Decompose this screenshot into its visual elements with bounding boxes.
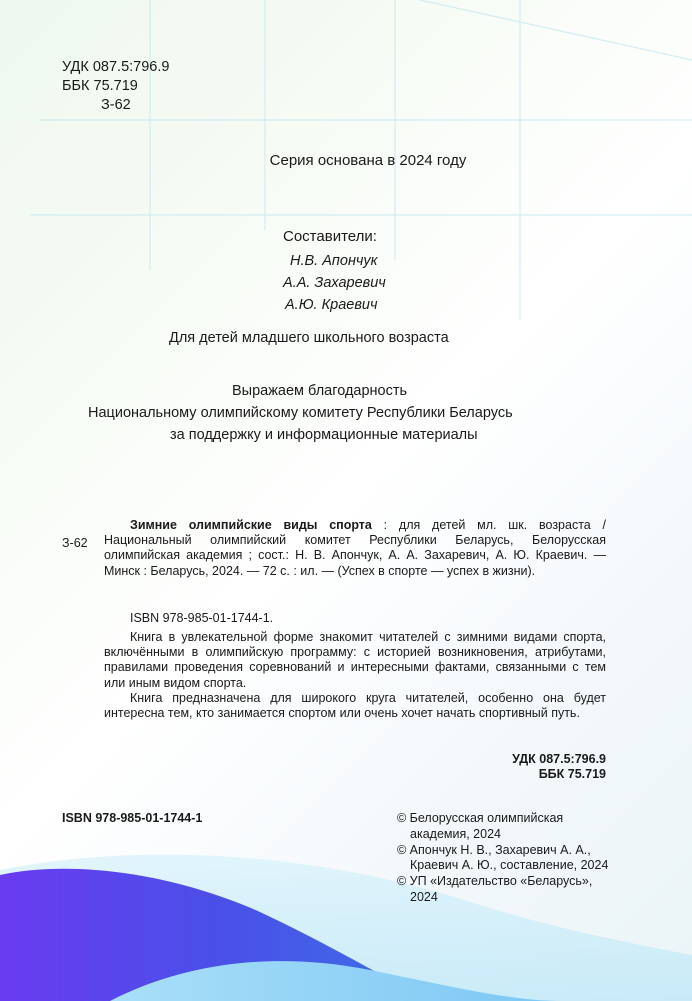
copyright-line: © Белорусская олимпийская xyxy=(397,811,564,825)
compilers-heading: Составители: xyxy=(283,228,377,245)
copyright-line: Краевич А. Ю., составление, 2024 xyxy=(410,858,609,873)
classification-codes-bottom xyxy=(400,752,606,782)
annotation-paragraph: Книга в увлекательной форме знакомит читателей с зимними видами спорта, включёнными в олимпийскую программу: с историей возникновения, атрибутами, правилами проведения соревнований и интересными фактами, связанными с тем или иным видом спорта. xyxy=(104,630,606,690)
copyright-block xyxy=(397,811,627,906)
age-note: Для детей младшего школьного возраста xyxy=(169,330,449,346)
gratitude-line: Выражаем благодарность xyxy=(232,383,408,399)
gratitude-line: Национальному олимпийскому комитету Республики Беларусь xyxy=(88,405,513,421)
compiler-name: А.А. Захаревич xyxy=(283,275,386,291)
bibliographic-entry xyxy=(104,518,606,579)
classification-codes-top xyxy=(62,58,169,115)
isbn-bottom: ISBN 978-985-01-1744-1 xyxy=(62,811,203,825)
udk-code: УДК 087.5:796.9 xyxy=(512,752,606,766)
annotation-paragraph: Книга предназначена для широкого круга читателей, особенно она будет интересна тем, кто занимается спортом или очень хочет начать спортивный путь. xyxy=(104,691,606,721)
copyright-line: академия, 2024 xyxy=(410,826,501,841)
compiler-name: А.Ю. Краевич xyxy=(285,297,378,313)
book-title: Зимние олимпийские виды спорта xyxy=(130,518,372,532)
copyright-line: 2024 xyxy=(410,889,438,904)
compiler-name: Н.В. Апончук xyxy=(290,253,378,269)
bbk-code: ББК 75.719 xyxy=(538,767,606,782)
udk-code: УДК 087.5:796.9 xyxy=(62,59,170,75)
gratitude-line: за поддержку и информационные материалы xyxy=(170,427,478,443)
copyright-line: © УП «Издательство «Беларусь», xyxy=(397,874,593,889)
copyright-line: © Апончук Н. В., Захаревич А. А., xyxy=(397,842,591,857)
author-mark: З-62 xyxy=(101,97,131,113)
isbn-line: ISBN 978-985-01-1744-1. xyxy=(130,611,274,625)
bibliographic-details: : для детей мл. шк. возраста / Национальный олимпийский комитет Республики Беларусь, Белорусская олимпийская академия ; сост.: Н. В. Апончук, А. А. Захаревич, А. Ю. Краевич. — Минск : Беларусь, 2024. — 72 с. : ил. — (Успех в спорте — успех в жизни). xyxy=(104,518,606,578)
bbk-code: ББК 75.719 xyxy=(62,78,138,94)
series-note: Серия основана в 2024 году xyxy=(269,152,467,169)
biblio-mark: З-62 xyxy=(62,536,88,550)
